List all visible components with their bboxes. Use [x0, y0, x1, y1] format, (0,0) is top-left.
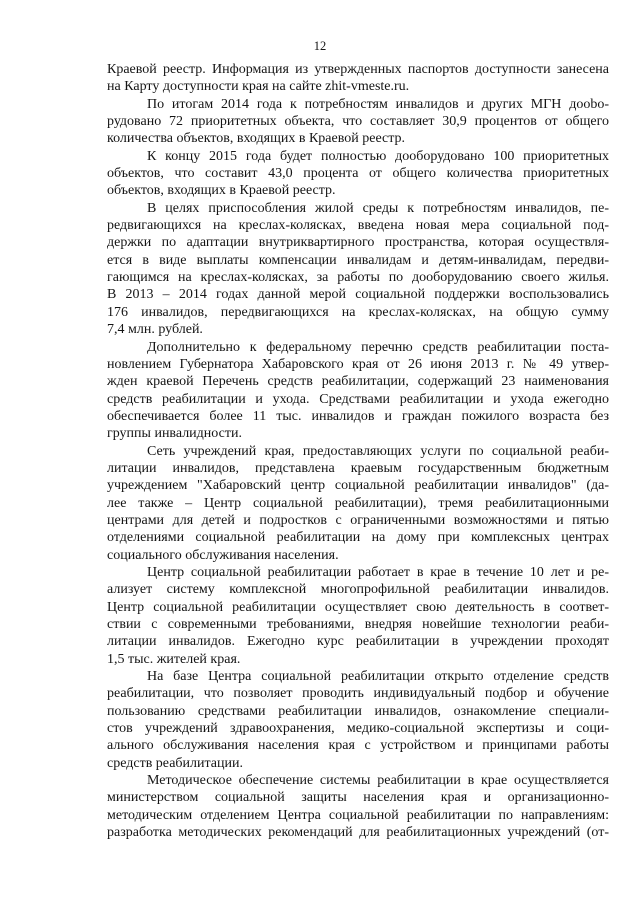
text-line: отделениями социальной реабилитации на дому при комплексных центрах: [107, 530, 609, 546]
text-line: Методическое обеспечение системы реабилитации в крае осуществляется: [147, 773, 609, 789]
text-line: 176 инвалидов, передвигающихся на креслах-колясках, на общую сумму: [107, 304, 609, 320]
text-line: разработка методических рекомендаций для реабилитационных учреждений (от-: [107, 825, 609, 841]
text-line: 1,5 тыс. жителей края.: [107, 651, 241, 667]
text-line: Центр социальной реабилитации осуществляет свою деятельность в соответ-: [107, 599, 609, 615]
text-line: реабилитации, что позволяет проводить индивидуальный подбор и обучение: [107, 686, 609, 702]
paragraph: [107, 339, 609, 443]
paragraph: [107, 772, 609, 841]
text-line: Краевой реестр. Информация из утвержденных паспортов доступности занесена: [107, 62, 609, 77]
text-line: Дополнительно к федеральному перечню средств реабилитации поста-: [147, 339, 609, 355]
text-line: держки по адаптации внутриквартирного пространства, которая осуществля-: [107, 235, 609, 251]
text-line: новлением Губернатора Хабаровского края от 26 июня 2013 г. № 49 утвер-: [107, 356, 609, 372]
text-line: на Карту доступности края на сайте zhit-vmeste.ru.: [107, 79, 410, 95]
page-number: 12: [313, 39, 327, 53]
text-line: ствии с современными требованиями, внедряя новейшие технологии реаби-: [107, 617, 609, 632]
text-line: обеспечивается более 11 тыс. инвалидов и граждан пожилого возраста без: [107, 408, 609, 424]
text-line: объектов, что составит 43,0 процента от общего количества приоритетных: [107, 166, 609, 182]
paragraph: [107, 148, 609, 200]
text-line: учреждением "Хабаровский центр социальной реабилитации инвалидов" (да-: [107, 478, 609, 494]
text-line: В 2013 – 2014 годах данной мерой социальной поддержки воспользовались: [107, 287, 609, 303]
paragraph: [107, 200, 609, 339]
paragraph: [107, 61, 609, 96]
text-line: пользованию средствами реабилитации инвалидов, ознакомление специали-: [107, 703, 609, 719]
text-line: объектов, входящих в Краевой реестр.: [107, 183, 336, 199]
text-line: ального обслуживания населения края с устройством и принципами работы: [107, 738, 609, 754]
text-line: стов учреждений здравоохранения, медико-социальной экспертизы и соци-: [107, 721, 609, 737]
paragraph: [107, 96, 609, 148]
text-line: литации инвалидов. Ежегодно курс реабилитации в учреждении проходят: [107, 634, 609, 650]
paragraph: [107, 443, 609, 564]
text-line: лее также – Центр социальной реабилитации), тремя реабилитационными: [107, 495, 609, 511]
text-line: ализует систему комплексной многопрофильной реабилитации инвалидов.: [107, 582, 609, 598]
text-line: центрами для детей и подростков с ограниченными возможностями и пятью: [107, 512, 609, 528]
text-line: социального обслуживания населения.: [107, 547, 339, 563]
text-line: средств реабилитации и ухода. Средствами реабилитации и ухода ежегодно: [107, 391, 609, 407]
paragraph: [107, 668, 609, 772]
text-line: группы инвалидности.: [107, 426, 242, 442]
text-line: На базе Центра социальной реабилитации открыто отделение средств: [147, 669, 609, 685]
paragraph: [107, 564, 609, 668]
text-line: жден краевой Перечень средств реабилитации, содержащий 23 наименования: [107, 374, 609, 390]
text-line: ется в виде выплаты компенсации инвалидам и детям-инвалидам, передви-: [107, 252, 609, 268]
text-line: К концу 2015 года будет полностью дооборудовано 100 приоритетных: [147, 148, 609, 164]
text-line: По итогам 2014 года к потребностям инвалидов и других МГН доobo-: [147, 96, 609, 112]
text-line: Центр социальной реабилитации работает в крае в течение 10 лет и ре-: [147, 564, 609, 580]
document-body: [107, 61, 609, 841]
text-line: министерством социальной защиты населения края и организационно-: [107, 790, 609, 806]
text-line: редвигающихся на креслах-колясках, введена новая мера социальной под-: [107, 218, 609, 234]
text-line: 7,4 млн. рублей.: [107, 322, 203, 338]
text-line: рудовано 72 приоритетных объекта, что составляет 30,9 процентов от общего: [107, 114, 609, 130]
text-line: количества объектов, входящих в Краевой реестр.: [107, 131, 406, 147]
text-line: Сеть учреждений края, предоставляющих услуги по социальной реаби-: [147, 443, 609, 459]
text-line: В целях приспособления жилой среды к потребностям инвалидов, пе-: [147, 200, 609, 216]
text-line: средств реабилитации.: [107, 755, 243, 771]
text-line: литации инвалидов, представлена краевым государственным бюджетным: [107, 460, 609, 476]
text-line: методическим отделением Центра социальной реабилитации по направлениям:: [107, 807, 609, 823]
text-line: гающимся на креслах-колясках, за работы по дооборудованию своего жилья.: [107, 270, 609, 286]
